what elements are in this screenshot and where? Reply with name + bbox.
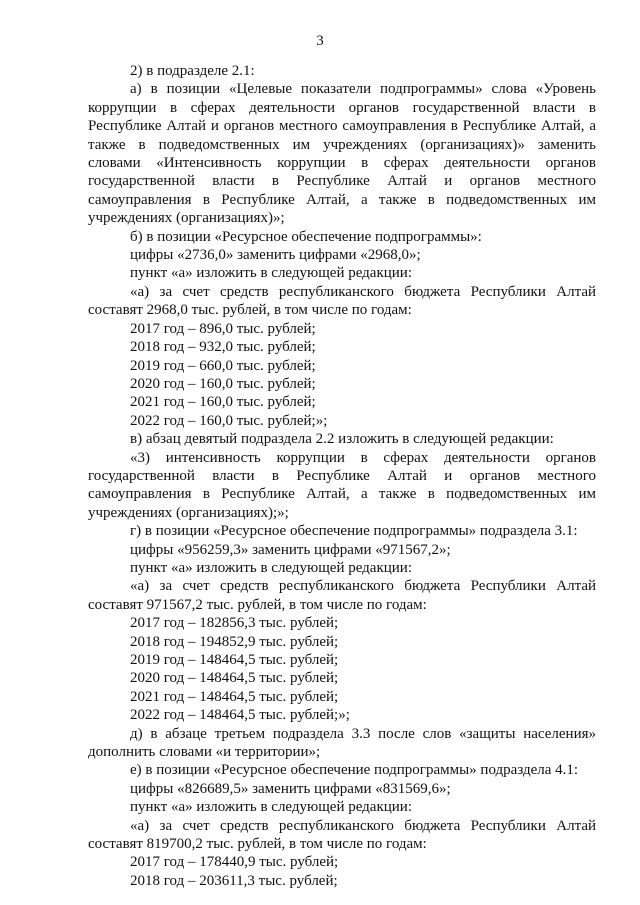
paragraph-item-a-targets: а) в позиции «Целевые показатели подпрограммы» слова «Уровень коррупции в сферах деятельности органов государственной власти в Республике Алтай и органов местного самоуправления в Республике Алтай, а также в подведомственных им учреждениях (организациях)» заменить словами «Интенсивность коррупции в сферах деятельности органов государственной власти в Республике Алтай и органов местного самоуправления в Республике Алтай, а также в подведомственных им учреждениях (организациях)»; [88,81,596,227]
document-body [88,62,596,890]
year-line: 2022 год – 160,0 тыс. рублей;»; [130,412,328,429]
year-line: 2022 год – 148464,5 тыс. рублей;»; [130,707,350,724]
year-line: 2018 год – 194852,9 тыс. рублей; [130,633,339,650]
year-line: 2017 год – 182856,3 тыс. рублей; [130,615,339,632]
year-line: 2019 год – 148464,5 тыс. рублей; [130,652,339,668]
paragraph-quote-3: «3) интенсивность коррупции в сферах деятельности органов государственной власти в Республике Алтай и органов местного самоуправления в Республике Алтай, а также в подведомственных им учреждениях (организациях);»; [88,449,596,521]
paragraph-digits-replace: цифры «956259,3» заменить цифрами «971567,2»; [130,541,451,558]
paragraph-point-a: пункт «а» изложить в следующей редакции: [130,559,413,576]
year-line: 2021 год – 160,0 тыс. рублей; [130,394,316,411]
year-line: 2019 год – 660,0 тыс. рублей; [130,357,316,374]
page-number: 3 [316,33,324,49]
year-line: 2020 год – 148464,5 тыс. рублей; [130,670,339,687]
paragraph-point-a: пункт «а» изложить в следующей редакции: [130,799,413,816]
paragraph-digits-replace: цифры «2736,0» заменить цифрами «2968,0»; [130,247,421,264]
paragraph-item-d: д) в абзаце третьем подраздела 3.3 после слов «защиты населения» дополнить словами «и территории»; [88,725,596,761]
year-line: 2017 год – 896,0 тыс. рублей; [130,320,316,337]
paragraph-point-a: пункт «а» изложить в следующей редакции: [130,265,413,282]
paragraph-subsection-2-1: 2) в подразделе 2.1: [130,63,255,79]
paragraph-funding-total: «а) за счет средств республиканского бюджета Республики Алтай составят 2968,0 тыс. рублей, в том числе по годам: [88,283,596,319]
paragraph-funding-total: «а) за счет средств республиканского бюджета Республики Алтай составят 819700,2 тыс. рублей, в том числе по годам: [88,817,596,853]
year-line: 2018 год – 203611,3 тыс. рублей; [130,872,338,889]
year-line: 2017 год – 178440,9 тыс. рублей; [130,854,339,871]
paragraph-item-g: г) в позиции «Ресурсное обеспечение подпрограммы» подраздела 3.1: [130,523,578,540]
paragraph-funding-total: «а) за счет средств республиканского бюджета Республики Алтай составят 971567,2 тыс. рублей, в том числе по годам: [88,578,596,613]
paragraph-digits-replace: цифры «826689,5» заменить цифрами «831569,6»; [130,780,451,797]
paragraph-item-e: е) в позиции «Ресурсное обеспечение подпрограммы» подраздела 4.1: [130,762,579,779]
paragraph-item-v: в) абзац девятый подраздела 2.2 изложить в следующей редакции: [130,431,554,448]
year-line: 2018 год – 932,0 тыс. рублей; [130,339,316,356]
year-line: 2021 год – 148464,5 тыс. рублей; [130,688,339,705]
paragraph-item-b: б) в позиции «Ресурсное обеспечение подпрограммы»: [130,228,482,245]
year-line: 2020 год – 160,0 тыс. рублей; [130,375,316,392]
